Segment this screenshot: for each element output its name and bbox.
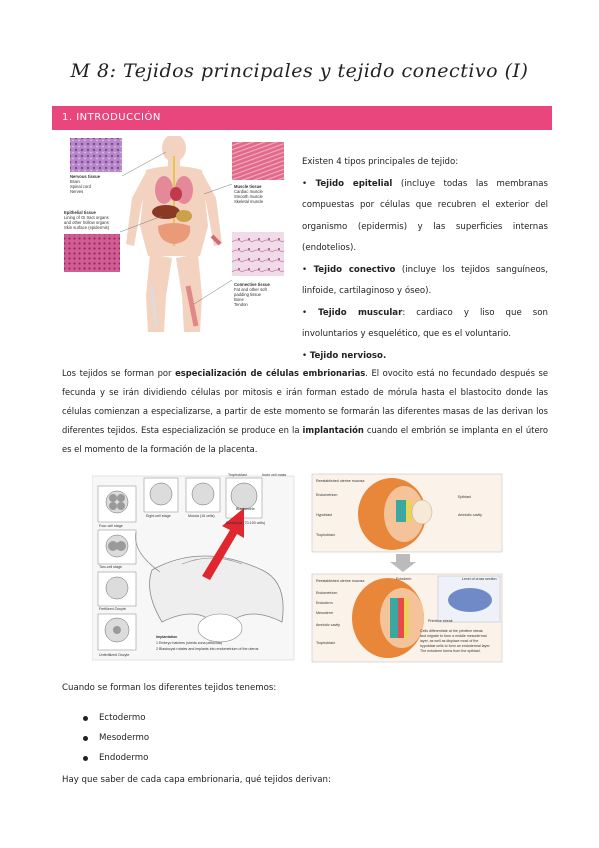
list-item: Mesodermo: [62, 728, 149, 748]
svg-text:Cells differentiate at the pri: Cells differentiate at the primitive streak: [420, 629, 483, 633]
svg-text:layer, as well as displace mos: layer, as well as displace most of the: [420, 639, 479, 643]
down-arrow-icon: [390, 554, 416, 572]
svg-text:Nerves: Nerves: [70, 189, 84, 194]
section-header: [52, 106, 552, 130]
connective-tissue-label: Connective tissue: [234, 282, 270, 287]
svg-text:Tendon: Tendon: [234, 302, 248, 307]
body-illustration: [126, 136, 222, 332]
bullet-nervioso: • Tejido nervioso.: [302, 350, 387, 361]
svg-text:Brain: Brain: [70, 179, 80, 184]
bullet-epitelial: • Tejido epitelial (incluye todas las membranas compuestas por células que recubren el exterior del organismo (epidermis) y las superficies internas (endotelios).: [302, 178, 548, 253]
svg-text:padding tissue: padding tissue: [234, 292, 262, 297]
svg-text:Spinal cord: Spinal cord: [70, 184, 91, 189]
svg-text:Fat and other soft: Fat and other soft: [234, 287, 267, 292]
germ-layers-list: [62, 708, 149, 768]
bullet-muscular: • Tejido muscular: cardiaco y liso que son involuntarios y esquelético, que es el voluntario.: [302, 307, 548, 339]
intro-block: [302, 152, 548, 367]
svg-text:Skeletal muscle: Skeletal muscle: [234, 199, 264, 204]
svg-text:Unfertilized Oocyte: Unfertilized Oocyte: [99, 653, 130, 657]
bullet-dot: [83, 756, 88, 761]
bullet-conectivo: • Tejido conectivo (incluye los tejidos sanguíneos, linfoide, cartilaginoso y óseo).: [302, 264, 548, 296]
svg-text:and migrate to form a middle m: and migrate to form a middle mesodermal: [420, 634, 487, 638]
svg-text:Blastocyst (70-100 cells): Blastocyst (70-100 cells): [226, 521, 266, 525]
section-title: 1. INTRODUCCIÓN: [62, 112, 161, 123]
svg-text:Reestablished uterine mucosa: Reestablished uterine mucosa: [316, 479, 365, 483]
page-title: M 8: Tejidos principales y tejido conectivo (I): [70, 60, 529, 82]
svg-text:Smooth muscle: Smooth muscle: [234, 194, 263, 199]
svg-text:Epiblast: Epiblast: [458, 495, 471, 499]
svg-text:The ectoderm forms from the ep: The ectoderm forms from the epiblast.: [420, 649, 481, 653]
epithelial-tissue-label: Epithelial tissue: [64, 210, 96, 215]
svg-text:Fertilized Oocyte: Fertilized Oocyte: [99, 607, 126, 611]
svg-text:Trophoblast: Trophoblast: [228, 473, 247, 477]
intro-lead: Existen 4 tipos principales de tejido:: [302, 157, 459, 167]
svg-text:Trophoblast: Trophoblast: [316, 641, 335, 645]
svg-text:Lining of GI tract organs: Lining of GI tract organs: [64, 215, 109, 220]
svg-text:Amniotic cavity: Amniotic cavity: [458, 513, 482, 517]
bullet-dot: [83, 716, 88, 721]
svg-text:and other hollow organs: and other hollow organs: [64, 220, 109, 225]
muscle-tissue-label: Muscle tissue: [234, 184, 262, 189]
formation-paragraph: Los tejidos se forman por especialización de células embrionarias. El ovocito está no fecundado después se fecunda y se irán dividiendo células por mitosis e irán forman estado de mórula hasta el blastocito donde las células comienzan a especializarse, a partir de este momento se formarán las diferentes masas de las derivan los diferentes tejidos. Esta especialización se produce en la implantación cuando el embrión se implanta en el útero es el momento de la formación de la placenta.: [62, 368, 549, 454]
svg-text:2 Blastocyst rotates and impla: 2 Blastocyst rotates and implants into endometrium of the uterus: [156, 647, 259, 651]
svg-text:Endometrium: Endometrium: [316, 493, 338, 497]
svg-text:Endoderm: Endoderm: [316, 601, 333, 605]
svg-text:Level of cross section: Level of cross section: [462, 577, 497, 581]
bullet-dot: [83, 736, 88, 741]
svg-text:Inner cell mass: Inner cell mass: [262, 473, 287, 477]
nervous-tissue-label: Nervous tissue: [70, 174, 101, 179]
svg-text:1 Embryo hatches (sheds zona p: 1 Embryo hatches (sheds zona pellucida): [156, 641, 222, 645]
svg-text:Mesoderm: Mesoderm: [316, 611, 333, 615]
list-item: Endodermo: [62, 748, 149, 768]
svg-text:Skin surface (epidermis): Skin surface (epidermis): [64, 225, 110, 230]
svg-text:Endometrium: Endometrium: [316, 591, 338, 595]
svg-text:Four-cell stage: Four-cell stage: [99, 524, 123, 528]
svg-text:Bone: Bone: [234, 297, 244, 302]
svg-text:hypoblast cells to form an end: hypoblast cells to form an endodermal layer.: [420, 644, 491, 648]
closing-sentence: Hay que saber de cada capa embrionaria, qué tejidos derivan:: [62, 775, 331, 785]
svg-text:Ectoderm: Ectoderm: [396, 577, 412, 581]
forms-sentence: Cuando se forman los diferentes tejidos tenemos:: [62, 683, 277, 693]
svg-text:Implantation: Implantation: [156, 635, 178, 639]
svg-text:Trophoblast: Trophoblast: [316, 533, 335, 537]
svg-text:Eight-cell stage: Eight-cell stage: [146, 514, 171, 518]
svg-text:Hypoblast: Hypoblast: [316, 513, 332, 517]
svg-text:Reestablished uterine mucosa: Reestablished uterine mucosa: [316, 579, 365, 583]
svg-text:Cardiac muscle: Cardiac muscle: [234, 189, 263, 194]
svg-text:Primitive streak: Primitive streak: [428, 619, 453, 623]
svg-text:Amniotic cavity: Amniotic cavity: [316, 623, 340, 627]
svg-text:Morula (16 cells): Morula (16 cells): [188, 514, 215, 518]
list-item: Ectodermo: [62, 708, 149, 728]
svg-text:Two-cell stage: Two-cell stage: [99, 565, 122, 569]
embryo-development-figure: [92, 472, 504, 664]
svg-text:Blastocoele: Blastocoele: [236, 507, 255, 511]
tissue-types-figure: [62, 136, 287, 334]
